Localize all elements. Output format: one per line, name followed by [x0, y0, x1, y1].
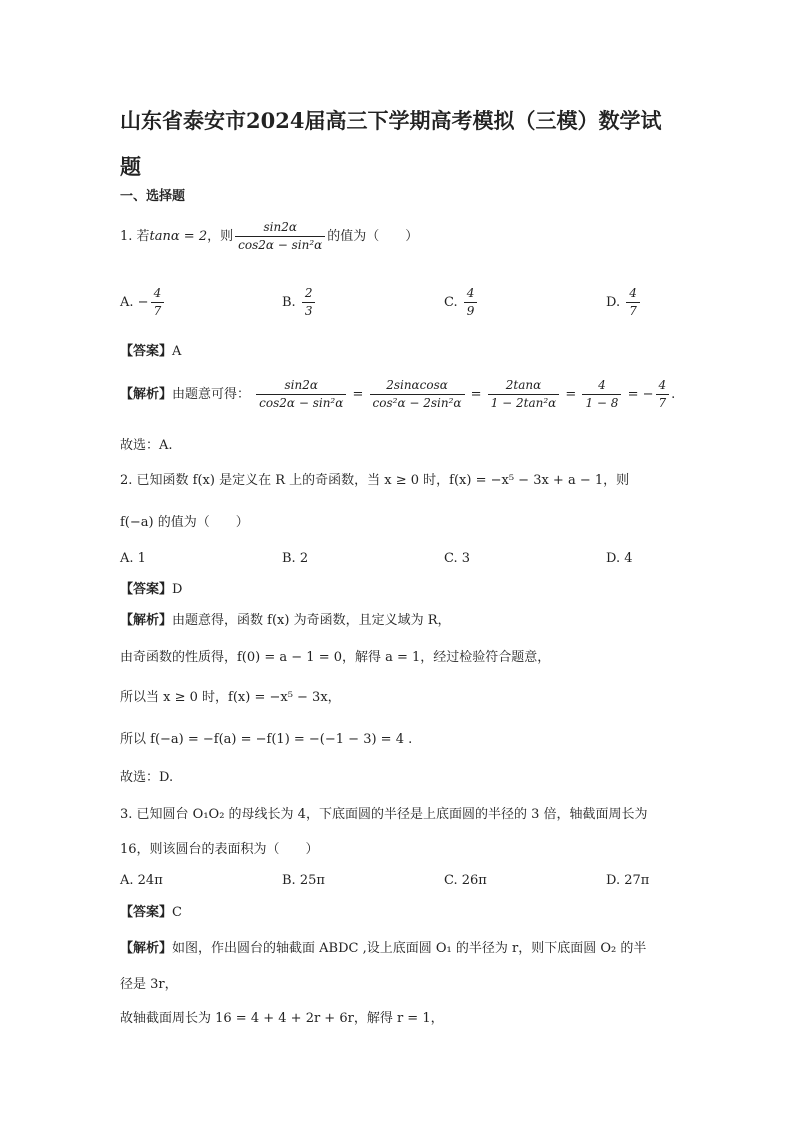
option-label: A.	[120, 295, 134, 310]
fraction-numerator: sin2α	[284, 378, 318, 392]
condition-expr: tanα = 2	[149, 229, 208, 244]
option-denominator: 3	[302, 302, 316, 319]
option-label: D.	[606, 295, 621, 310]
q2-option-a: A. 1	[120, 551, 146, 566]
answer-tag: 【答案】	[120, 582, 173, 597]
analysis-tag: 【解析】	[120, 613, 173, 628]
analysis-line-2d: 所以 f(−a) = −f(a) = −f(1) = −(−1 − 3) = 4 .	[120, 732, 413, 747]
question-2-line-2: f(−a) 的值为（ ）	[120, 515, 249, 530]
question-3-line-2: 16，则该圆台的表面积为（ ）	[120, 842, 319, 857]
question-2-line-1: 2. 已知函数 f(x) 是定义在 R 上的奇函数，当 x ≥ 0 时，f(x) = −x⁵ − 3x + a − 1，则	[120, 473, 630, 488]
option-label: B.	[282, 295, 296, 310]
answer-tag: 【答案】	[120, 344, 173, 359]
fraction-denominator: cos2α − sin²α	[256, 394, 346, 411]
fraction-numerator: 4	[658, 378, 667, 392]
analysis-fraction-3	[488, 378, 560, 411]
answer-line-3	[120, 904, 182, 922]
question-fraction	[235, 220, 325, 253]
option-numerator: 4	[629, 286, 637, 300]
conclusion-line-1: 故选：A.	[120, 438, 173, 453]
fraction-denominator: cos²α − 2sin²α	[370, 394, 465, 411]
analysis-line-1	[120, 378, 675, 411]
fraction-denominator: 1 − 8	[582, 394, 621, 411]
answer-value: C	[172, 905, 182, 920]
option-fraction	[302, 286, 316, 319]
fraction-denominator: 1 − 2tan²α	[488, 394, 560, 411]
answer-tag: 【答案】	[120, 905, 173, 920]
fraction-numerator: 4	[598, 378, 606, 392]
q3-option-b: B. 25π	[282, 873, 325, 888]
equals-sign: =	[627, 387, 639, 402]
analysis-text: 由题意可得：	[172, 387, 251, 402]
analysis-line-3a	[120, 940, 646, 958]
answer-value: D	[172, 582, 183, 597]
fraction-numerator: sin2α	[263, 220, 297, 234]
option-label: C.	[444, 295, 458, 310]
answer-value: A	[172, 344, 182, 359]
option-numerator: 4	[466, 286, 475, 300]
equals-sign: =	[565, 387, 577, 402]
minus-sign: −	[642, 387, 654, 402]
option-sign: −	[137, 295, 149, 310]
option-denominator: 7	[151, 302, 165, 319]
option-b	[282, 286, 317, 319]
period: .	[671, 387, 676, 402]
equals-sign: =	[352, 387, 364, 402]
option-fraction	[151, 286, 165, 319]
fraction-denominator: cos2α − sin²α	[235, 236, 325, 253]
answer-line-2	[120, 581, 182, 599]
question-suffix: 的值为（ ）	[327, 229, 419, 244]
analysis-text: 如图，作出圆台的轴截面 ABDC ,设上底面圆 O₁ 的半径为 r，则下底面圆 O₂ 的半	[172, 941, 647, 956]
analysis-text: 由题意得，函数 f(x) 为奇函数，且定义域为 R，	[172, 613, 451, 628]
q3-option-c: C. 26π	[444, 873, 487, 888]
fraction-numerator: 2sinαcosα	[386, 378, 448, 392]
analysis-line-3b: 径是 3r，	[120, 977, 178, 992]
fraction-numerator: 2tanα	[505, 378, 542, 392]
question-number: 1. 若	[120, 229, 150, 244]
fraction-denominator: 7	[656, 394, 670, 411]
option-fraction	[626, 286, 640, 319]
analysis-line-2b: 由奇函数的性质得，f(0) = a − 1 = 0，解得 a = 1，经过检验符合题意，	[120, 650, 551, 665]
analysis-tag: 【解析】	[120, 387, 173, 402]
option-denominator: 7	[626, 302, 640, 319]
option-fraction	[464, 286, 478, 319]
option-a	[120, 286, 166, 319]
q2-option-b: B. 2	[282, 551, 309, 566]
analysis-fraction-5	[656, 378, 670, 411]
option-denominator: 9	[464, 302, 478, 319]
option-numerator: 2	[304, 286, 313, 300]
answer-line-1	[120, 343, 181, 361]
conclusion-line-2: 故选：D.	[120, 770, 174, 785]
equals-sign: =	[470, 387, 482, 402]
analysis-line-2a	[120, 612, 451, 630]
analysis-line-3c: 故轴截面周长为 16 = 4 + 4 + 2r + 6r，解得 r = 1，	[120, 1011, 444, 1026]
q2-option-c: C. 3	[444, 551, 471, 566]
analysis-line-2c: 所以当 x ≥ 0 时，f(x) = −x⁵ − 3x，	[120, 690, 341, 705]
connector-text: ，则	[207, 229, 234, 244]
q3-option-d: D. 27π	[606, 873, 650, 888]
question-3-line-1: 3. 已知圆台 O₁O₂ 的母线长为 4，下底面圆的半径是上底面圆的半径的 3 倍，轴截面周长为	[120, 807, 648, 822]
question-1-stem	[120, 220, 418, 253]
option-c	[444, 286, 479, 319]
q2-option-d: D. 4	[606, 551, 633, 566]
document-title: 山东省泰安市2024届高三下学期高考模拟（三模）数学试题	[120, 108, 662, 179]
q3-option-a: A. 24π	[120, 873, 163, 888]
analysis-fraction-4	[582, 378, 621, 411]
analysis-fraction-2	[370, 378, 465, 411]
option-numerator: 4	[153, 286, 162, 300]
analysis-tag: 【解析】	[120, 941, 173, 956]
analysis-fraction-1	[256, 378, 346, 411]
section-heading: 一、选择题	[120, 189, 186, 204]
option-d	[606, 286, 642, 319]
